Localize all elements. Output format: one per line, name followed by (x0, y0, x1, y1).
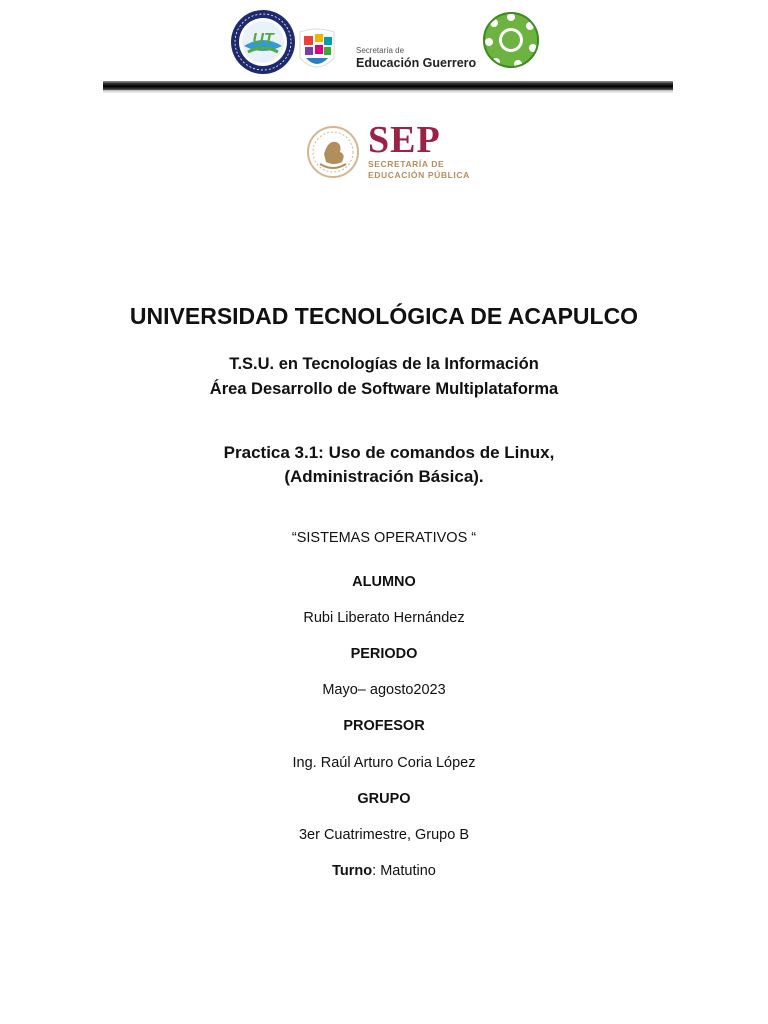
sep-subtitle-line1: SECRETARÍA DE (368, 159, 445, 169)
uta-seal-icon (230, 8, 296, 76)
seal-short-text: UT (252, 31, 274, 48)
teacher-name: Ing. Raúl Arturo Coria López (292, 755, 476, 771)
shift-value: Matutino (380, 863, 436, 879)
period-label: PERIODO (350, 646, 418, 662)
shift-label: Turno (332, 863, 373, 879)
sep-logo-text: SEP (368, 119, 441, 161)
guerrero-emblem-icon (296, 28, 338, 76)
student-name: Rubi Liberato Hernández (303, 610, 465, 626)
shift-separator: : (372, 863, 381, 879)
group-value: 3er Cuatrimestre, Grupo B (298, 827, 470, 843)
header-logos (0, 6, 768, 78)
university-title: UNIVERSIDAD TECNOLÓGICA DE ACAPULCO (129, 303, 639, 329)
subject-name: “SISTEMAS OPERATIVOS “ (291, 530, 477, 546)
edu-guerrero-small: Secretaría de (356, 46, 405, 55)
area-title: Área Desarrollo de Software Multiplataforma (209, 380, 559, 398)
program-title: T.S.U. en Tecnologías de la Información (229, 355, 539, 373)
practice-title-line1: Practica 3.1: Uso de comandos de Linux, (223, 443, 555, 462)
header-divider (103, 81, 673, 90)
student-label: ALUMNO (352, 574, 416, 590)
sep-subtitle-line2: EDUCACIÓN PÚBLICA (368, 170, 470, 180)
group-label: GRUPO (357, 791, 411, 807)
period-value: Mayo– agosto2023 (322, 682, 446, 698)
shift-line (0, 863, 768, 879)
sep-subtitle (368, 159, 470, 181)
practice-title-line2: (Administración Básica). (284, 467, 484, 486)
teacher-label: PROFESOR (343, 718, 425, 734)
mexico-coat-of-arms-icon (306, 124, 360, 180)
green-leaf-emblem-icon (480, 8, 542, 72)
header-divider-shadow (103, 90, 673, 93)
edu-guerrero-title: Educación Guerrero (356, 56, 477, 70)
